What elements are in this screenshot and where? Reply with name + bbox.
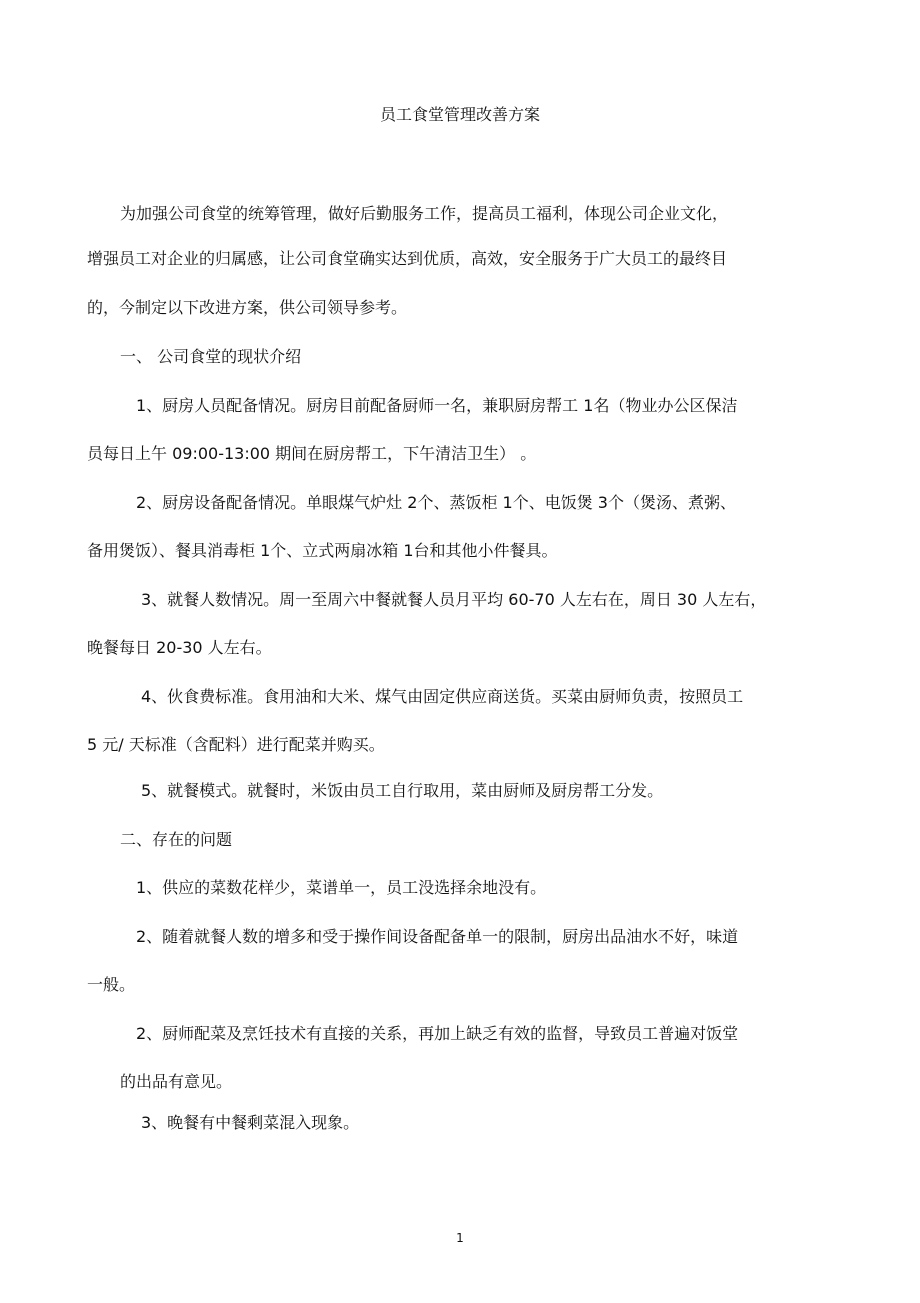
section-2-item-1-line-1: 1、供应的菜数花样少，菜谱单一，员工没选择余地没有。 bbox=[136, 878, 547, 897]
intro-line-3: 的，今制定以下改进方案，供公司领导参考。 bbox=[87, 298, 408, 317]
intro-line-2: 增强员工对企业的归属感，让公司食堂确实达到优质，高效，安全服务于广大员工的最终目 bbox=[87, 249, 728, 268]
section-2-item-4-line-1: 3、晚餐有中餐剩菜混入现象。 bbox=[141, 1113, 360, 1132]
section-1-item-1-line-2: 员每日上午 09:00-13:00 期间在厨房帮工，下午清洁卫生） 。 bbox=[87, 444, 537, 463]
section-1-item-2-line-1: 2、厨房设备配备情况。单眼煤气炉灶 2个、蒸饭柜 1个、电饭煲 3个（煲汤、煮粥、 bbox=[136, 493, 736, 512]
section-1-item-5-line-1: 5、就餐模式。就餐时，米饭由员工自行取用，菜由厨师及厨房帮工分发。 bbox=[141, 781, 664, 800]
section-1-heading: 一、 公司食堂的现状介绍 bbox=[120, 347, 302, 366]
page-number: 1 bbox=[456, 1231, 464, 1245]
section-2-heading: 二、存在的问题 bbox=[120, 830, 233, 849]
section-2-item-3-line-2: 的出品有意见。 bbox=[120, 1072, 233, 1091]
section-2-item-2-line-1: 2、随着就餐人数的增多和受于操作间设备配备单一的限制，厨房出品油水不好，味道 bbox=[136, 927, 739, 946]
section-2-item-3-line-1: 2、厨师配菜及烹饪技术有直接的关系，再加上缺乏有效的监督，导致员工普遍对饭堂 bbox=[136, 1024, 739, 1043]
intro-line-1: 为加强公司食堂的统筹管理，做好后勤服务工作，提高员工福利，体现公司企业文化， bbox=[120, 204, 729, 223]
document-title: 员工食堂管理改善方案 bbox=[379, 105, 540, 124]
section-1-item-2-line-2: 备用煲饭）、餐具消毒柜 1个、立式两扇冰箱 1台和其他小件餐具。 bbox=[87, 541, 558, 560]
section-1-item-3-line-2: 晚餐每日 20-30 人左右。 bbox=[87, 638, 272, 657]
section-1-item-4-line-2: 5 元/ 天标准（含配料）进行配菜并购买。 bbox=[87, 735, 385, 754]
section-1-item-3-line-1: 3、就餐人数情况。周一至周六中餐就餐人员月平均 60-70 人左右在，周日 30 人左右， bbox=[141, 590, 767, 609]
section-2-item-2-line-2: 一般。 bbox=[87, 975, 136, 994]
section-1-item-4-line-1: 4、伙食费标准。食用油和大米、煤气由固定供应商送货。买菜由厨师负责，按照员工 bbox=[141, 687, 744, 706]
section-1-item-1-line-1: 1、厨房人员配备情况。厨房目前配备厨师一名，兼职厨房帮工 1名（物业办公区保洁 bbox=[136, 396, 738, 415]
